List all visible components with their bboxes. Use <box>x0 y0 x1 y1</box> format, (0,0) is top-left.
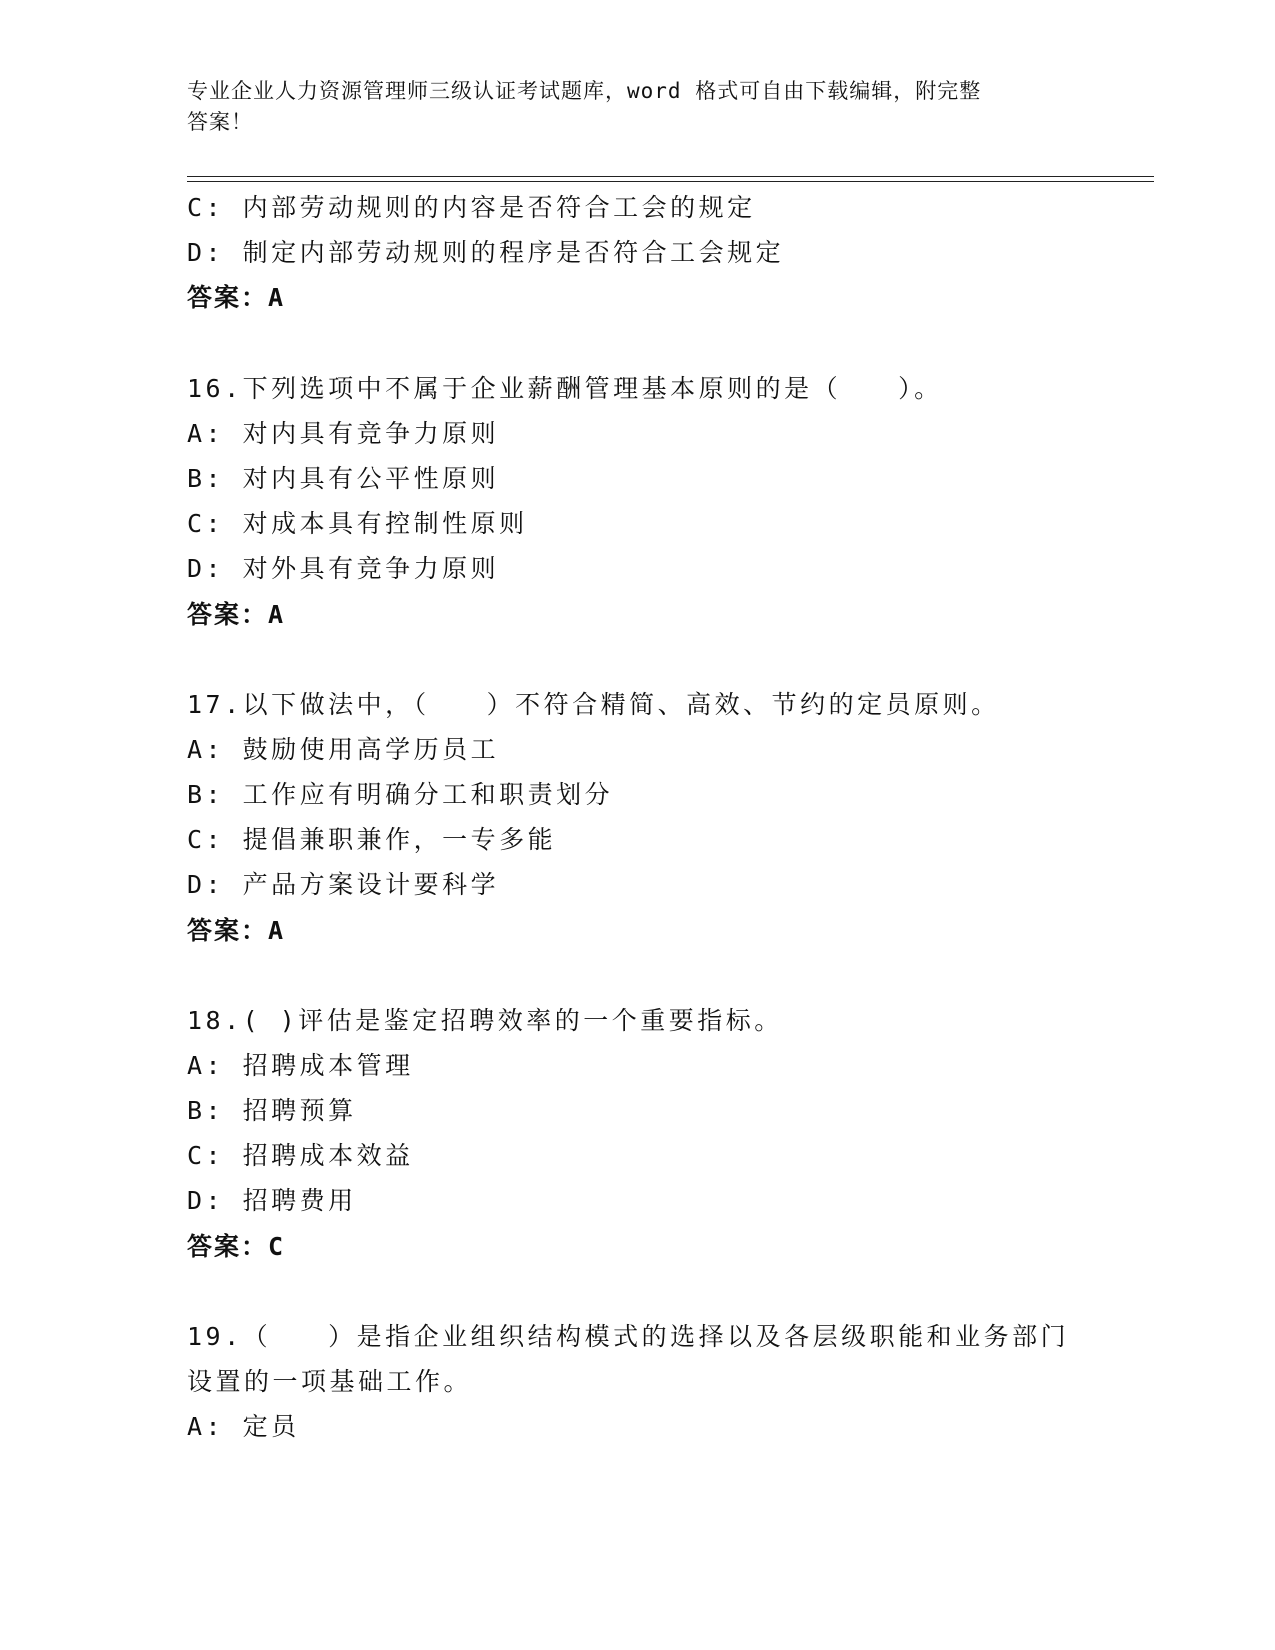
option-d-q18: D: 招聘费用 <box>187 1186 357 1215</box>
option-a-q18: A: 招聘成本管理 <box>187 1051 414 1080</box>
header-divider-top <box>187 176 1154 177</box>
question-19-line-2: 设置的一项基础工作。 <box>187 1367 473 1396</box>
option-a-q17: A: 鼓励使用高学历员工 <box>187 735 500 764</box>
question-19-line-1: 19.（ ）是指企业组织结构模式的选择以及各层级职能和业务部门 <box>187 1322 1070 1351</box>
option-d-q15: D: 制定内部劳动规则的程序是否符合工会规定 <box>187 238 785 267</box>
option-a-q16: A: 对内具有竞争力原则 <box>187 419 500 448</box>
option-c-q17: C: 提倡兼职兼作，一专多能 <box>187 825 557 854</box>
option-b-q17: B: 工作应有明确分工和职责划分 <box>187 780 614 809</box>
option-b-q18: B: 招聘预算 <box>187 1096 357 1125</box>
header-line-1: 专业企业人力资源管理师三级认证考试题库，word 格式可自由下载编辑，附完整 <box>187 79 982 103</box>
option-c-q15: C: 内部劳动规则的内容是否符合工会的规定 <box>187 193 756 222</box>
option-c-q16: C: 对成本具有控制性原则 <box>187 509 528 538</box>
answer-q17: 答案：A <box>187 916 286 945</box>
answer-q18: 答案：C <box>187 1232 286 1261</box>
question-16: 16.下列选项中不属于企业薪酬管理基本原则的是（ ）。 <box>187 374 943 403</box>
option-c-q18: C: 招聘成本效益 <box>187 1141 414 1170</box>
option-d-q16: D: 对外具有竞争力原则 <box>187 554 500 583</box>
question-18: 18.( )评估是鉴定招聘效率的一个重要指标。 <box>187 1006 783 1035</box>
option-d-q17: D: 产品方案设计要科学 <box>187 870 500 899</box>
header-line-2: 答案！ <box>187 110 253 134</box>
answer-q16: 答案：A <box>187 600 286 629</box>
question-17: 17.以下做法中，（ ）不符合精简、高效、节约的定员原则。 <box>187 690 1000 719</box>
answer-q15: 答案：A <box>187 283 286 312</box>
header-divider-bottom <box>187 181 1154 182</box>
option-b-q16: B: 对内具有公平性原则 <box>187 464 500 493</box>
document-header <box>187 76 1067 138</box>
option-a-q19: A: 定员 <box>187 1412 300 1441</box>
